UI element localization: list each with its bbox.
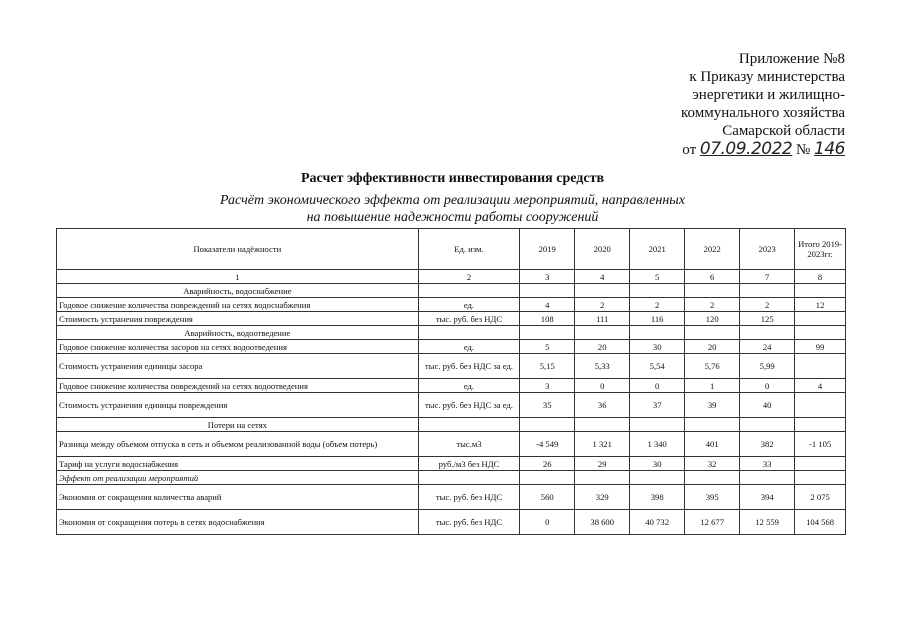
row-unit: ед. bbox=[418, 379, 520, 393]
row-value: 26 bbox=[520, 457, 575, 471]
row-value: 2 bbox=[575, 298, 630, 312]
section-row bbox=[57, 326, 846, 340]
header-year: 2019 bbox=[520, 229, 575, 270]
row-value: 329 bbox=[575, 485, 630, 510]
row-unit: тыс. руб. без НДС за ед. bbox=[418, 393, 520, 418]
header-name: Показатели надёжности bbox=[57, 229, 419, 270]
table-row bbox=[57, 298, 846, 312]
index-cell: 4 bbox=[575, 270, 630, 284]
row-value: 5,76 bbox=[685, 354, 740, 379]
order-number-prefix: № bbox=[795, 142, 811, 158]
header-unit: Ед. изм. bbox=[418, 229, 520, 270]
row-value: 120 bbox=[685, 312, 740, 326]
table-row bbox=[57, 432, 846, 457]
row-unit: тыс. руб. без НДС bbox=[418, 312, 520, 326]
row-value: 0 bbox=[740, 379, 795, 393]
row-value: 0 bbox=[520, 510, 575, 535]
row-value: 382 bbox=[740, 432, 795, 457]
index-cell: 6 bbox=[685, 270, 740, 284]
section-row bbox=[57, 284, 846, 298]
row-value: 20 bbox=[575, 340, 630, 354]
row-value: 3 bbox=[520, 379, 575, 393]
row-value: 1 321 bbox=[575, 432, 630, 457]
document-title: Расчет эффективности инвестирования средств bbox=[300, 171, 605, 186]
order-date: 07.09.2022 bbox=[699, 139, 793, 159]
row-value: 5,54 bbox=[630, 354, 685, 379]
row-unit: тыс. руб. без НДС за ед. bbox=[418, 354, 520, 379]
row-value: 394 bbox=[740, 485, 795, 510]
row-value: 5 bbox=[520, 340, 575, 354]
row-value: 2 bbox=[740, 298, 795, 312]
section-row bbox=[57, 418, 846, 432]
table-header-row bbox=[57, 229, 846, 270]
row-total bbox=[795, 354, 846, 379]
row-unit: руб./м3 без НДС bbox=[418, 457, 520, 471]
row-value: 125 bbox=[740, 312, 795, 326]
row-value: 12 677 bbox=[685, 510, 740, 535]
row-total bbox=[795, 312, 846, 326]
header-year: 2020 bbox=[575, 229, 630, 270]
row-name: Стоимость устранения единицы засора bbox=[57, 354, 419, 379]
row-name: Стоимость устранения повреждения bbox=[57, 312, 419, 326]
row-total: 12 bbox=[795, 298, 846, 312]
document-subtitle bbox=[0, 192, 905, 226]
table-row bbox=[57, 354, 846, 379]
row-name: Стоимость устранения единицы повреждения bbox=[57, 393, 419, 418]
row-name: Тариф на услуги водоснабжения bbox=[57, 457, 419, 471]
table-row bbox=[57, 485, 846, 510]
row-value: 38 600 bbox=[575, 510, 630, 535]
header-line-4: коммунального хозяйства bbox=[681, 105, 845, 121]
row-value: 29 bbox=[575, 457, 630, 471]
row-value: 20 bbox=[685, 340, 740, 354]
index-row bbox=[57, 270, 846, 284]
index-cell: 3 bbox=[520, 270, 575, 284]
reliability-table bbox=[56, 228, 846, 535]
row-value: 5,15 bbox=[520, 354, 575, 379]
table-row bbox=[57, 312, 846, 326]
row-name: Годовое снижение количества повреждений на сетях водоснабжения bbox=[57, 298, 419, 312]
row-total: 4 bbox=[795, 379, 846, 393]
row-value: 36 bbox=[575, 393, 630, 418]
row-value: 5,33 bbox=[575, 354, 630, 379]
row-name: Годовое снижение количества засоров на сетях водоотведения bbox=[57, 340, 419, 354]
header-line-3: энергетики и жилищно- bbox=[692, 87, 845, 103]
header-year: 2022 bbox=[685, 229, 740, 270]
row-unit: тыс. руб. без НДС bbox=[418, 510, 520, 535]
row-value: 30 bbox=[630, 340, 685, 354]
row-unit: ед. bbox=[418, 340, 520, 354]
row-total: -1 105 bbox=[795, 432, 846, 457]
row-value: 4 bbox=[520, 298, 575, 312]
table-row bbox=[57, 393, 846, 418]
index-cell: 7 bbox=[740, 270, 795, 284]
row-value: 2 bbox=[630, 298, 685, 312]
row-value: -4 549 bbox=[520, 432, 575, 457]
header-year: 2023 bbox=[740, 229, 795, 270]
row-value: 1 bbox=[685, 379, 740, 393]
row-value: 12 559 bbox=[740, 510, 795, 535]
row-value: 40 732 bbox=[630, 510, 685, 535]
row-name: Экономия от сокращения количества аварий bbox=[57, 485, 419, 510]
header-line-2: к Приказу министерства bbox=[689, 69, 845, 85]
table-row bbox=[57, 340, 846, 354]
row-total bbox=[795, 457, 846, 471]
row-unit: ед. bbox=[418, 298, 520, 312]
index-cell: 2 bbox=[418, 270, 520, 284]
row-total bbox=[795, 393, 846, 418]
row-name: Годовое снижение количества повреждений на сетях водоотведения bbox=[57, 379, 419, 393]
subtitle-line-1: Расчёт экономического эффекта от реализации мероприятий, направленных bbox=[220, 193, 685, 208]
order-number: 146 bbox=[814, 139, 845, 159]
row-value: 116 bbox=[630, 312, 685, 326]
row-value: 24 bbox=[740, 340, 795, 354]
index-cell: 1 bbox=[57, 270, 419, 284]
row-unit: тыс.м3 bbox=[418, 432, 520, 457]
row-name: Разница между объемом отпуска в сеть и объемом реализованной воды (объем потерь) bbox=[57, 432, 419, 457]
row-value: 108 bbox=[520, 312, 575, 326]
subtitle-line-2: на повышение надежности работы сооружений bbox=[306, 210, 599, 225]
row-value: 2 bbox=[685, 298, 740, 312]
header-line-5: Самарской области bbox=[722, 123, 845, 139]
row-value: 398 bbox=[630, 485, 685, 510]
row-value: 560 bbox=[520, 485, 575, 510]
row-value: 40 bbox=[740, 393, 795, 418]
row-value: 35 bbox=[520, 393, 575, 418]
row-name: Экономия от сокращения потерь в сетях водоснабжения bbox=[57, 510, 419, 535]
section-title: Аварийность, водоснабжение bbox=[57, 284, 419, 298]
row-value: 1 340 bbox=[630, 432, 685, 457]
table-row bbox=[57, 510, 846, 535]
header-total: Итого 2019-2023гг. bbox=[795, 229, 846, 270]
index-cell: 8 bbox=[795, 270, 846, 284]
table-row bbox=[57, 457, 846, 471]
row-total: 99 bbox=[795, 340, 846, 354]
row-value: 0 bbox=[575, 379, 630, 393]
row-value: 32 bbox=[685, 457, 740, 471]
section-title: Аварийность, водоотведение bbox=[57, 326, 419, 340]
section-title: Эффект от реализации мероприятий bbox=[57, 471, 419, 485]
index-cell: 5 bbox=[630, 270, 685, 284]
row-value: 30 bbox=[630, 457, 685, 471]
row-value: 395 bbox=[685, 485, 740, 510]
row-total: 2 075 bbox=[795, 485, 846, 510]
order-line bbox=[681, 140, 845, 159]
order-prefix: от bbox=[682, 142, 697, 158]
section-title: Потери на сетях bbox=[57, 418, 419, 432]
row-value: 401 bbox=[685, 432, 740, 457]
row-value: 0 bbox=[630, 379, 685, 393]
table-row bbox=[57, 379, 846, 393]
row-value: 5,99 bbox=[740, 354, 795, 379]
row-unit: тыс. руб. без НДС bbox=[418, 485, 520, 510]
row-value: 39 bbox=[685, 393, 740, 418]
row-value: 37 bbox=[630, 393, 685, 418]
appendix-title: Приложение №8 bbox=[738, 51, 845, 67]
row-value: 33 bbox=[740, 457, 795, 471]
header-year: 2021 bbox=[630, 229, 685, 270]
row-value: 111 bbox=[575, 312, 630, 326]
section-row bbox=[57, 471, 846, 485]
document-header bbox=[681, 50, 845, 159]
row-total: 104 568 bbox=[795, 510, 846, 535]
